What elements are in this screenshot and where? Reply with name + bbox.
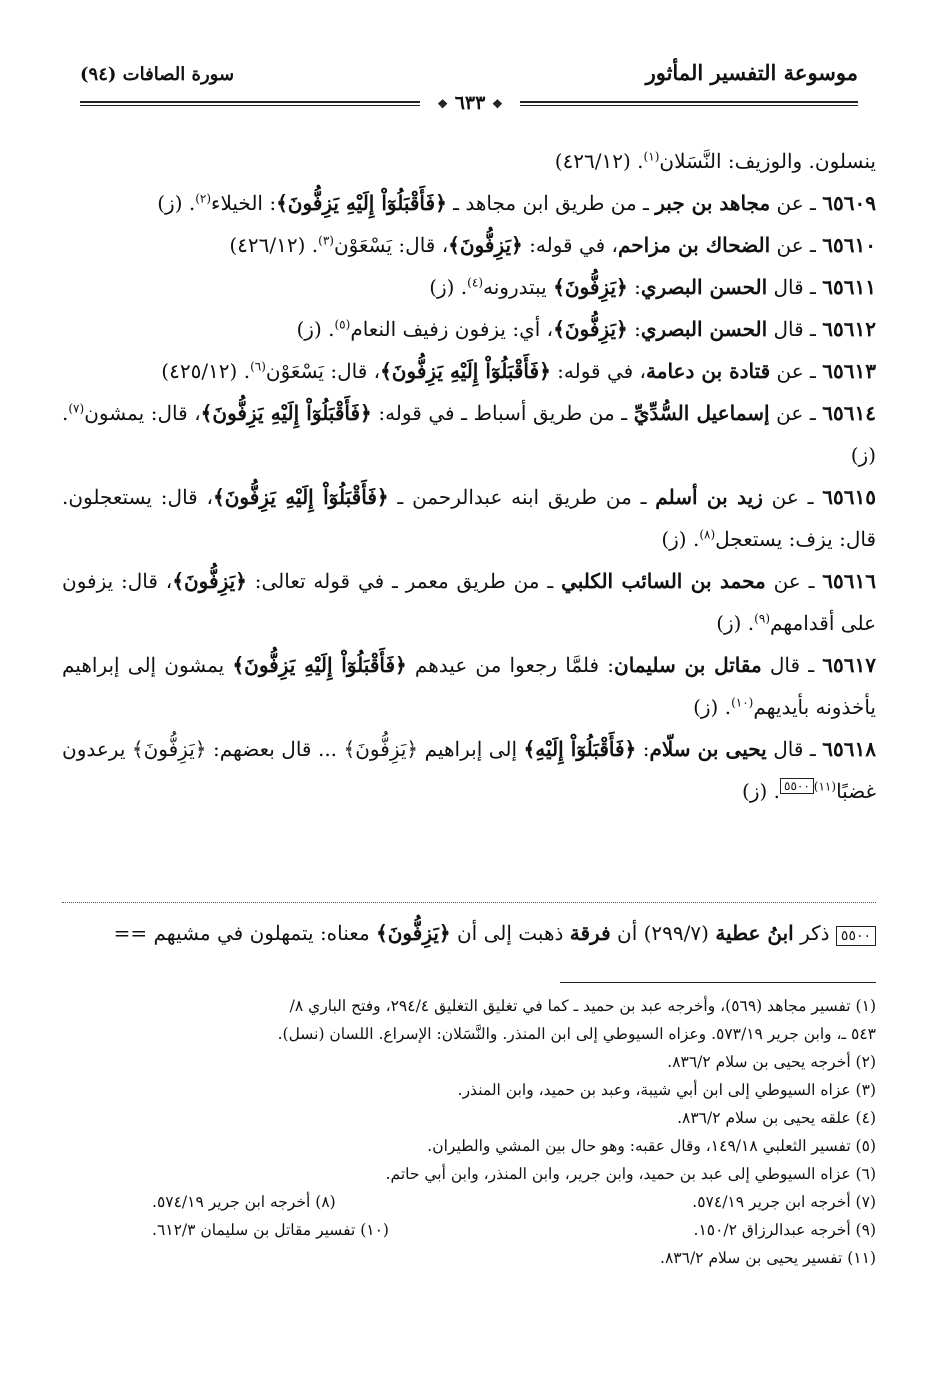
entry — [62, 560, 876, 644]
entries-list — [62, 182, 876, 812]
entry-text: ـ من طريق ابنه عبدالرحمن ـ — [388, 485, 656, 509]
footnote-ref: (١) — [643, 149, 660, 164]
entry-text: ، قال: يمشون — [84, 401, 201, 425]
entry-text: : — [636, 737, 650, 761]
entry-text: ـ عن — [765, 569, 823, 593]
footnote-item: ٥٤٣ ـ، وابن جرير ٥٧٣/١٩. وعزاه السيوطي إلى ابن المنذر. والنَّسَلان: الإسراع. اللسان (نسل). — [277, 1025, 876, 1043]
entry-text: ، قال: يستعجلون. قال: يزف: يستعجل — [62, 485, 876, 551]
quran-quote: ﴿يَزِفُّونَ﴾ — [376, 921, 451, 945]
quran-quote: ﴿يَزِفُّونَ﴾ — [553, 317, 628, 341]
footnote-item: (١٠) تفسير مقاتل بن سليمان ٦١٢/٣. — [152, 1221, 389, 1239]
ornament-icon: ❖ — [437, 97, 449, 111]
narrator-name: الحسن البصري — [640, 317, 768, 341]
entry-number: ٦٥٦٠٩ — [822, 191, 876, 215]
footnote-item: (٩) أخرجه عبدالرزاق ١٥٠/٢. — [693, 1221, 876, 1239]
note-number-box: ٥٥٠٠ — [780, 778, 814, 794]
footnote-pairs — [62, 1188, 876, 1244]
entry-text: ـ قال — [767, 317, 823, 341]
quran-quote: ﴿يَزِفُّونَ﴾ — [172, 569, 247, 593]
entry-text: ، في قوله: — [522, 233, 618, 257]
entry-number: ٦٥٦١٣ — [822, 359, 876, 383]
footnote-ref: (٧) — [68, 401, 85, 416]
entry-source: . (ز) — [62, 401, 876, 467]
footnote-item: (١) تفسير مجاهد (٥٦٩)، وأخرجه عبد بن حميد ـ كما في تغليق التغليق ٢٩٤/٤، وفتح الباري ٨/ — [289, 997, 876, 1015]
entry-text: ـ قال — [767, 275, 823, 299]
narrator-name: يحيى بن سلّام — [649, 737, 767, 761]
entry-number: ٦٥٦١٠ — [822, 233, 876, 257]
entry-text: ، في قوله: — [550, 359, 647, 383]
entry-source: . (٤٢٦/١٢) — [229, 233, 319, 257]
page-number-box — [420, 90, 520, 116]
quran-quote: ﴿فَأَقْبَلُوٓاْ إِلَيْهِ يَزِفُّونَ﴾ — [276, 191, 447, 215]
entry-text: ـ من طريق أسباط ـ في قوله: — [371, 401, 634, 425]
entry-source: . (٤٢٥/١٢) — [161, 359, 251, 383]
footnote-item: (٤) علقه يحيى بن سلام ٨٣٦/٢. — [677, 1109, 876, 1127]
quran-quote: ﴿فَأَقْبَلُوٓاْ إِلَيْهِ يَزِفُّونَ﴾ — [200, 401, 372, 425]
footnote-item: (٨) أخرجه ابن جرير ٥٧٤/١٩. — [152, 1193, 336, 1211]
quran-quote: ﴿يَزِفُّونَ﴾ — [448, 233, 523, 257]
entry-text: ـ عن — [770, 359, 823, 383]
entry — [62, 308, 876, 350]
surah-title: سورة الصافات (٩٤) — [80, 64, 235, 85]
entry-number: ٦٥٦١٦ — [822, 569, 877, 593]
footnote-item: (٥) تفسير الثعلبي ١٤٩/١٨، وقال عقبه: وهو حال بين المشي والطيران. — [427, 1137, 876, 1155]
entry — [62, 644, 876, 728]
book-title: موسوعة التفسير المأثور — [645, 60, 858, 85]
main-text — [62, 140, 876, 812]
entry-text: ، أي: يزفون زفيف النعام — [350, 317, 554, 341]
ornament-icon: ❖ — [491, 97, 503, 111]
editor-note — [40, 912, 876, 954]
footnote-ref: (٣) — [318, 233, 334, 248]
entry-text: ـ قال — [766, 737, 823, 761]
footnote-ref: (٦) — [250, 359, 266, 374]
entry-text: : — [627, 317, 641, 341]
quran-quote: ﴿فَأَقْبَلُوٓاْ إِلَيْهِ يَزِفُّونَ﴾ — [213, 485, 389, 509]
intro-text: ينسلون. والوزيف: النَّسَلان — [659, 149, 876, 173]
entry — [62, 266, 876, 308]
entry-source: . (ز) — [429, 275, 468, 299]
entry-number: ٦٥٦١٢ — [822, 317, 876, 341]
entry-source: . (ز) — [157, 191, 196, 215]
footnote-ref: (١٠) — [731, 695, 754, 710]
entry-text: ، قال: يَسْعَوْن — [333, 233, 449, 257]
footnote-ref: (٥) — [334, 317, 351, 332]
footnote-item: (٧) أخرجه ابن جرير ٥٧٤/١٩. — [692, 1193, 876, 1211]
narrator-name: زيد بن أسلم — [655, 485, 763, 509]
quran-quote: ﴿فَأَقْبَلُوٓاْ إِلَيْهِ يَزِفُّونَ﴾ — [380, 359, 551, 383]
narrator-name: قتادة بن دعامة — [646, 359, 771, 383]
footnote-ref: (٤) — [467, 275, 483, 290]
entry-source: . (ز) — [693, 695, 732, 719]
note-number-box: ٥٥٠٠ — [836, 926, 876, 946]
entry-text: ـ عن — [770, 233, 823, 257]
narrator-name: مجاهد بن جبر — [655, 191, 771, 215]
narrator-name: محمد بن السائب الكلبي — [561, 569, 766, 593]
note-text: ذكر — [793, 921, 836, 945]
footnote-item: (١١) تفسير يحيى بن سلام ٨٣٦/٢. — [660, 1249, 876, 1267]
narrator-name: الضحاك بن مزاحم — [618, 233, 771, 257]
entry-text: ـ قال — [761, 653, 823, 677]
intro-line — [62, 140, 876, 182]
entry-source: . (ز) — [296, 317, 335, 341]
entry-number: ٦٥٦١١ — [822, 275, 876, 299]
footnote-ref: (١١) — [813, 779, 837, 794]
quran-quote: ﴿فَأَقْبَلُوٓاْ إِلَيْهِ﴾ — [523, 737, 637, 761]
entry-number: ٦٥٦١٨ — [822, 737, 876, 761]
entry-text: : الخيلاء — [211, 191, 277, 215]
entry — [62, 350, 876, 392]
entry-text: ـ من طريق معمر ـ في قوله تعالى: — [246, 569, 562, 593]
entry-text: : — [627, 275, 641, 299]
narrator-name: الحسن البصري — [640, 275, 768, 299]
footnote-ref: (٩) — [754, 611, 770, 626]
note-text: (٢٩٩/٧) أن — [610, 921, 716, 945]
entry-text: يبتدرونه — [483, 275, 554, 299]
entry-text: ـ من طريق ابن مجاهد ـ — [446, 191, 656, 215]
quran-quote: ﴿فَأَقْبَلُوٓاْ إِلَيْهِ يَزِفُّونَ﴾ — [232, 653, 407, 677]
entry-text: ، قال: يَسْعَوْن — [265, 359, 381, 383]
entry-text: ـ عن — [762, 485, 823, 509]
footnote-ref: (٢) — [195, 191, 212, 206]
note-author: ابنُ عطية — [715, 921, 794, 945]
note-separator — [62, 902, 876, 903]
footnote-list — [62, 992, 876, 1188]
entry — [62, 182, 876, 224]
footnote-item: (٣) عزاه السيوطي إلى ابن أبي شيبة، وعبد بن حميد، وابن المنذر. — [457, 1081, 876, 1099]
entry-source: . (ز) — [716, 611, 755, 635]
footnote-ref: (٨) — [699, 527, 716, 542]
entry-text: ـ عن — [769, 401, 823, 425]
entry-source: . (ز) — [661, 527, 700, 551]
entry-number: ٦٥٦١٥ — [822, 485, 877, 509]
note-text: ذهبت إلى أن — [450, 921, 570, 945]
entry-text: : فلمَّا رجعوا من عيدهم — [406, 653, 614, 677]
entry-source: . (ز) — [742, 779, 781, 803]
volume-ref: . (٤٢٦/١٢) — [554, 149, 644, 173]
entry-text: إلى إبراهيم ﴿يَزِفُّونَ﴾ ... قال بعضهم: ﴿يَزِفُّونَ﴾ يرعدون غضبًا — [62, 737, 876, 803]
footnote-row — [62, 1216, 876, 1244]
entry-text: ، قال: يزفون على أقدامهم — [62, 569, 876, 635]
page-number: ٦٣٣ — [454, 92, 486, 114]
footnotes — [62, 992, 876, 1272]
entry — [62, 392, 876, 476]
narrator-name: إسماعيل السُّدِّيِّ — [633, 401, 770, 425]
entry — [62, 728, 876, 812]
footnote-item: (٢) أخرجه يحيى بن سلام ٨٣٦/٢. — [667, 1053, 876, 1071]
entry — [62, 476, 876, 560]
entry-text: يمشون إلى إبراهيم يأخذونه بأيديهم — [62, 653, 876, 719]
footnote-row — [62, 1188, 876, 1216]
note-text: معناه: يتمهلون في مشيهم == — [113, 921, 377, 945]
footnote-item: (٦) عزاه السيوطي إلى عبد بن حميد، وابن جرير، وابن المنذر، وابن أبي حاتم. — [385, 1165, 876, 1183]
quran-quote: ﴿يَزِفُّونَ﴾ — [553, 275, 628, 299]
entry — [62, 224, 876, 266]
narrator-name: مقاتل بن سليمان — [614, 653, 762, 677]
footnote-rule — [560, 982, 876, 983]
entry-number: ٦٥٦١٤ — [822, 401, 876, 425]
note-bold: فرقة — [569, 921, 611, 945]
entry-text: ـ عن — [770, 191, 823, 215]
entry-number: ٦٥٦١٧ — [822, 653, 876, 677]
